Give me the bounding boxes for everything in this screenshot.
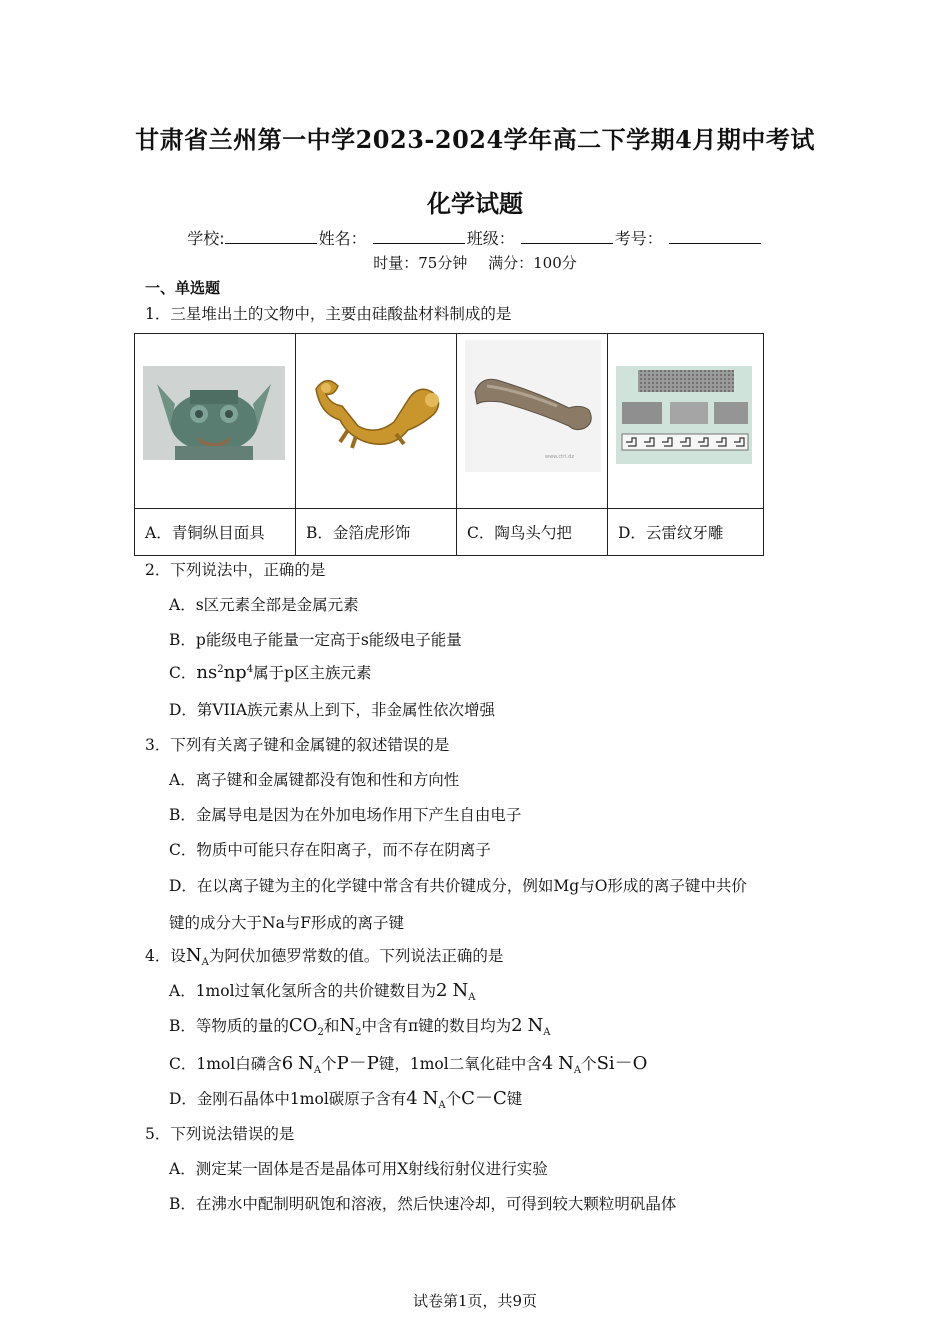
class-field[interactable] [521,229,613,244]
svg-text:www.ctrl.dz: www.ctrl.dz [545,454,574,460]
option-d-label: D．云雷纹牙雕 [608,509,764,556]
section-heading: 一、单选题 [145,279,221,297]
question-3-option-d-cont: 键的成分大于Na与F形成的离子键 [169,914,405,932]
gold-tiger-image [296,334,456,504]
question-2-option-a: A．s区元素全部是金属元素 [169,596,359,614]
student-info-row [0,226,950,249]
id-field[interactable] [669,229,761,244]
ivory-carving-image [608,334,763,504]
exam-time: 时量：75分钟 [373,254,468,272]
question-4-option-c: C．1mol白磷含6 $N_A$个P－P键，1mol二氧化硅中含4 $N_A$个Si－O [169,1053,648,1077]
question-3-option-b: B．金属导电是因为在外加电场作用下产生自由电子 [169,806,522,824]
option-a-image-cell [135,334,296,509]
option-b-image-cell [296,334,457,509]
question-5-stem: 5．下列说法错误的是 [145,1125,295,1143]
school-field[interactable] [225,229,317,244]
page-footer: 试卷第1页，共9页 [412,1292,538,1310]
id-label: 考号： [614,229,663,248]
class-label: 班级： [466,229,515,248]
bronze-mask-image [135,334,295,504]
option-c-label: C．陶鸟头勺把 [457,509,608,556]
question-3-option-a: A．离子键和金属键都没有饱和性和方向性 [169,771,460,789]
question-2-option-c: C．$ns^2np^4$属于p区主族元素 [169,662,372,683]
question-4-option-b: B．等物质的量的$CO_2$和$N_2$中含有π键的数目均为2 $N_A$ [169,1015,551,1039]
option-d-image-cell [608,334,764,509]
exam-meta [0,252,950,273]
question-1-table [134,333,764,556]
option-a-label: A．青铜纵目面具 [135,509,296,556]
question-3-option-d: D．在以离子键为主的化学键中常含有共价键成分，例如Mg与O形成的离子键中共价 [169,877,747,895]
school-label: 学校: [187,229,225,248]
pottery-bird-handle-image [457,334,607,504]
question-5-option-a: A．测定某一固体是否是晶体可用X射线衍射仪进行实验 [169,1160,548,1178]
exam-score: 满分：100分 [488,254,577,272]
question-4-option-d: D．金刚石晶体中1mol碳原子含有4 $N_A$个C－C键 [169,1088,523,1112]
question-2-stem: 2．下列说法中，正确的是 [145,561,326,579]
exam-title: 甘肃省兰州第一中学2023-2024学年高二下学期4月期中考试 [135,125,815,154]
question-5-option-b: B．在沸水中配制明矾饱和溶液，然后快速冷却，可得到较大颗粒明矾晶体 [169,1195,677,1213]
question-3-option-c: C．物质中可能只存在阳离子，而不存在阴离子 [169,841,491,859]
question-3-stem: 3．下列有关离子键和金属键的叙述错误的是 [145,736,450,754]
question-4-option-a: A．1mol过氧化氢所含的共价键数目为2 $N_A$ [169,980,476,1004]
exam-subject: 化学试题 [427,189,523,218]
question-2-option-b: B．p能级电子能量一定高于s能级电子能量 [169,631,462,649]
question-2-option-d: D．第VIIA族元素从上到下，非金属性依次增强 [169,701,496,719]
option-c-image-cell [457,334,608,509]
option-b-label: B．金箔虎形饰 [296,509,457,556]
name-field[interactable] [373,229,465,244]
question-4-stem: 4．设$N_A$为阿伏加德罗常数的值。下列说法正确的是 [145,945,504,969]
name-label: 姓名： [318,229,367,248]
question-1-stem: 1．三星堆出土的文物中，主要由硅酸盐材料制成的是 [145,305,512,323]
